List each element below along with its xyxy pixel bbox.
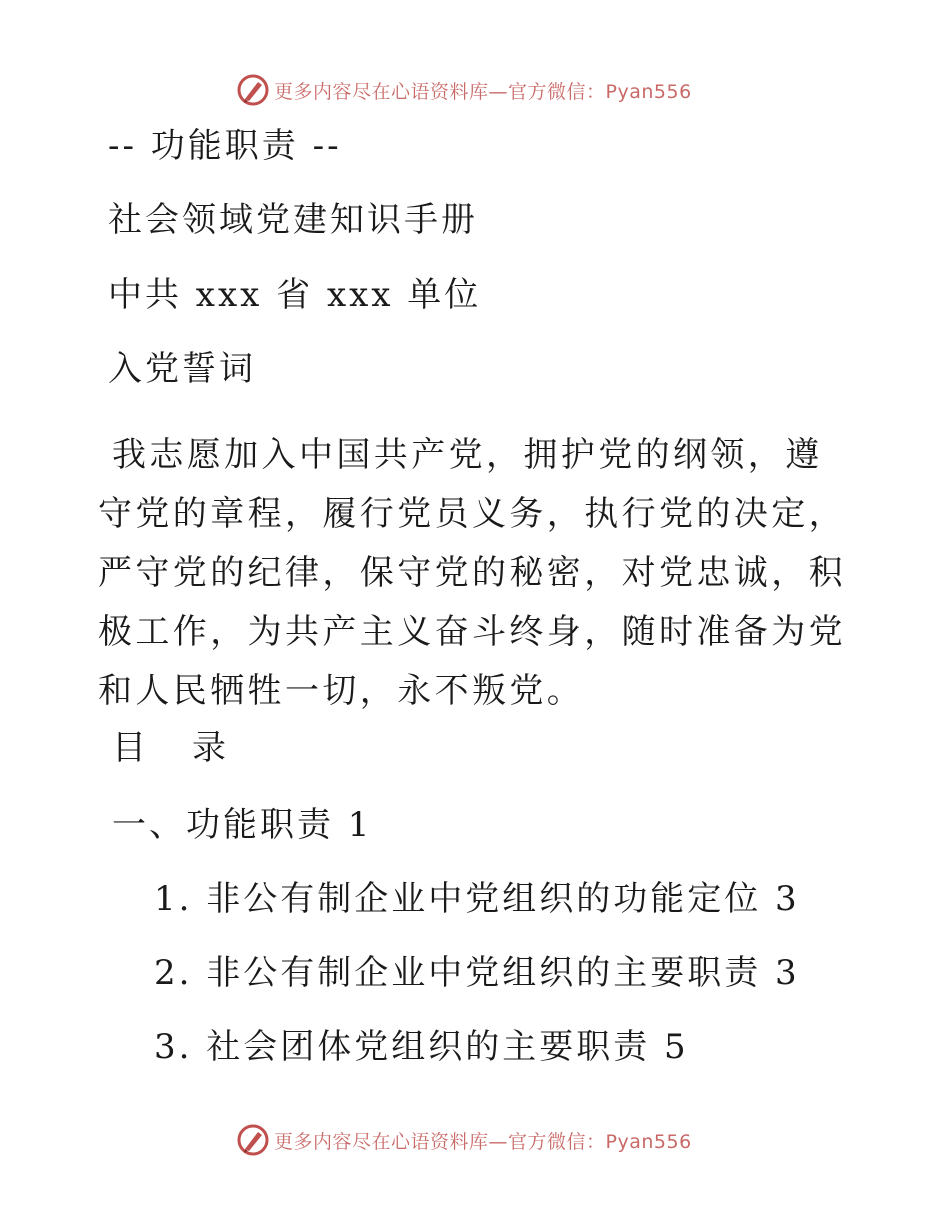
pen-circle-logo-icon xyxy=(236,1123,270,1157)
oath-paragraph: 我志愿加入中国共产党，拥护党的纲领，遵守党的章程，履行党员义务，执行党的决定，严守党的纪律，保守党的秘密，对党忠诚，积极工作，为共产主义奋斗终身，随时准备为党和人民牺牲一切，永不叛党。 xyxy=(98,435,846,711)
oath-title: 入党誓词 xyxy=(108,349,256,389)
manual-title: 社会领域党建知识手册 xyxy=(108,200,478,240)
watermark-text: 更多内容尽在心语资料库—官方微信：Pyan556 xyxy=(274,80,692,103)
watermark-header xyxy=(236,72,692,108)
toc-item-3: 2. 非公有制企业中党组织的主要职责 3 xyxy=(154,953,800,993)
toc-item-2: 1. 非公有制企业中党组织的功能定位 3 xyxy=(154,879,800,919)
pen-circle-logo-icon xyxy=(236,73,270,107)
watermark-text: 更多内容尽在心语资料库—官方微信：Pyan556 xyxy=(274,1130,692,1153)
toc-item-1: 一、功能职责 1 xyxy=(112,805,373,845)
watermark-footer xyxy=(236,1122,692,1158)
toc-item-4: 3. 社会团体党组织的主要职责 5 xyxy=(154,1027,689,1067)
section-heading-functions: -- 功能职责 -- xyxy=(108,126,342,166)
organization-name: 中共 xxx 省 xxx 单位 xyxy=(108,275,482,315)
toc-title: 目 录 xyxy=(112,728,232,768)
